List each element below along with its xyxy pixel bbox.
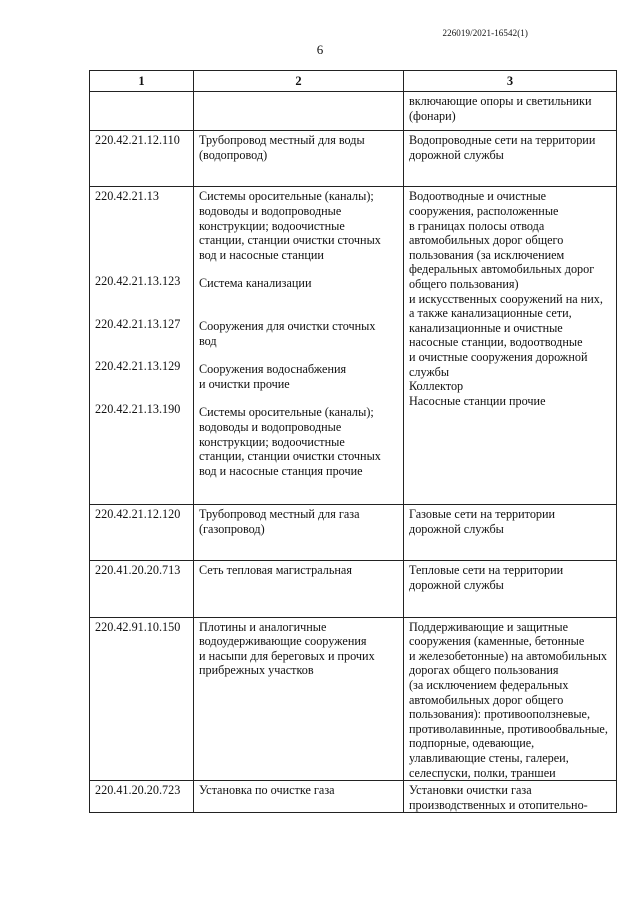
okof-name-cell xyxy=(194,617,404,781)
code-cell xyxy=(90,781,194,813)
page-number: 6 xyxy=(316,42,324,57)
okof-code: 220.41.20.20.723 xyxy=(95,783,181,798)
cell-line: станции, станции очистки сточных xyxy=(199,233,381,248)
cell-line: автомобильных дорог общего xyxy=(409,692,564,707)
cell-line: а также канализационные сети, xyxy=(409,306,572,321)
cell-line: и насыпи для береговых и прочих xyxy=(199,648,375,663)
cell-line: сооружения, расположенные xyxy=(409,203,559,218)
cell-line: в границах полосы отвода xyxy=(409,218,545,233)
code-cell xyxy=(90,131,194,187)
okof-code: 220.42.21.13 xyxy=(95,189,159,204)
code-cell xyxy=(90,561,194,617)
table-row xyxy=(90,781,617,813)
cell-line: противолавинные, противообвальные, xyxy=(409,721,608,736)
cell-line: сооружения (каменные, бетонные xyxy=(409,634,585,649)
object-type-cell xyxy=(404,617,617,781)
cell-line: станции, станции очистки сточных xyxy=(199,449,381,464)
okof-code: 220.42.21.13.127 xyxy=(95,316,181,331)
cell-line: конструкции; водоочистные xyxy=(199,218,345,233)
cell-line: вод и насосные станции xyxy=(199,247,324,262)
cell-line: вод xyxy=(199,333,217,348)
cell-line: прибрежных участков xyxy=(199,663,314,678)
cell-line: Сооружения водоснабжения xyxy=(199,362,347,377)
okof-code: 220.42.21.13.129 xyxy=(95,359,181,374)
column-header-2: 2 xyxy=(194,71,404,92)
cell-line: дорожной службы xyxy=(409,521,504,536)
code-cell xyxy=(90,617,194,781)
cell-line: Трубопровод местный для газа xyxy=(199,507,360,522)
cell-line: (газопровод) xyxy=(199,521,265,536)
okof-name-cell xyxy=(194,187,404,505)
cell-line: улавливающие стены, галереи, xyxy=(409,751,569,765)
okof-code: 220.41.20.20.713 xyxy=(95,563,181,578)
table-row xyxy=(90,505,617,561)
table-row xyxy=(90,131,617,187)
table-row xyxy=(90,92,617,131)
object-type-cell xyxy=(404,131,617,187)
cell-line: Сооружения для очистки сточных xyxy=(199,318,376,333)
cell-line: Установка по очистке газа xyxy=(199,783,335,798)
cell-line: пользования (за исключением xyxy=(409,247,565,262)
cell-line: дорожной службы xyxy=(409,147,504,162)
cell-line: и очистки прочие xyxy=(199,376,290,391)
column-header-1: 1 xyxy=(90,71,194,92)
cell-line: селеспуски, полки, траншеи xyxy=(409,765,556,780)
cell-line: подпорные, одевающие, xyxy=(409,736,535,751)
code-cell xyxy=(90,92,194,131)
cell-line: Водопроводные сети на территории xyxy=(409,133,596,148)
object-type-cell xyxy=(404,505,617,561)
cell-line: и очистные сооружения дорожной xyxy=(409,349,588,364)
okof-code: 220.42.21.13.123 xyxy=(95,273,181,288)
cell-line: Водоотводные и очистные xyxy=(409,189,547,204)
code-cell xyxy=(90,505,194,561)
okof-code: 220.42.91.10.150 xyxy=(95,619,181,634)
cell-line: дорогах общего пользования xyxy=(409,663,559,678)
object-type-cell xyxy=(404,187,617,505)
cell-line: Системы оросительные (каналы); xyxy=(199,189,374,204)
cell-line: Система канализации xyxy=(199,276,312,291)
column-header-3: 3 xyxy=(404,71,617,92)
cell-line: и искусственных сооружений на них, xyxy=(409,291,603,306)
classification-table xyxy=(89,70,617,813)
cell-line: автомобильных дорог общего xyxy=(409,233,564,248)
okof-name-cell xyxy=(194,561,404,617)
okof-code: 220.42.21.13.190 xyxy=(95,401,181,416)
cell-line: Коллектор xyxy=(409,379,464,394)
cell-line: федеральных автомобильных дорог xyxy=(409,262,595,277)
cell-line: (за исключением федеральных xyxy=(409,678,569,693)
cell-line: производственных и отопительно- xyxy=(409,797,588,812)
code-cell xyxy=(90,187,194,505)
cell-line: Трубопровод местный для воды xyxy=(199,133,365,148)
table-row xyxy=(90,187,617,505)
object-type-cell xyxy=(404,781,617,813)
cell-line: (фонари) xyxy=(409,108,456,123)
cell-line: конструкции; водоочистные xyxy=(199,434,345,449)
object-type-cell xyxy=(404,92,617,131)
table-row xyxy=(90,561,617,617)
cell-line: Поддерживающие и защитные xyxy=(409,619,569,634)
cell-line: общего пользования) xyxy=(409,276,519,291)
cell-line: вод и насосные станция прочие xyxy=(199,463,363,478)
cell-line: водоводы и водопроводные xyxy=(199,203,342,218)
okof-name-cell xyxy=(194,92,404,131)
cell-line: Тепловые сети на территории xyxy=(409,563,564,578)
okof-name-cell xyxy=(194,131,404,187)
okof-name-cell xyxy=(194,505,404,561)
cell-line: Насосные станции прочие xyxy=(409,393,546,408)
cell-line: Газовые сети на территории xyxy=(409,507,556,522)
cell-line: Плотины и аналогичные xyxy=(199,619,327,634)
table-header-row xyxy=(90,71,617,92)
document-registration-number: 226019/2021-16542(1) xyxy=(442,28,528,38)
cell-line: канализационные и очистные xyxy=(409,320,563,335)
cell-line: службы xyxy=(409,364,450,379)
okof-code: 220.42.21.12.120 xyxy=(95,507,181,522)
cell-line: пользования): противооползневые, xyxy=(409,707,591,722)
cell-line: включающие опоры и светильники xyxy=(409,94,592,108)
cell-line: Установки очистки газа xyxy=(409,783,532,798)
cell-line: Сеть тепловая магистральная xyxy=(199,563,352,578)
object-type-cell xyxy=(404,561,617,617)
okof-code: 220.42.21.12.110 xyxy=(95,133,180,148)
table-row xyxy=(90,617,617,781)
okof-name-cell xyxy=(194,781,404,813)
cell-line: Системы оросительные (каналы); xyxy=(199,405,374,420)
cell-line: водоудерживающие сооружения xyxy=(199,634,367,649)
cell-line: и железобетонные) на автомобильных xyxy=(409,648,608,663)
cell-line: насосные станции, водоотводные xyxy=(409,335,583,350)
cell-line: дорожной службы xyxy=(409,578,504,593)
cell-line: (водопровод) xyxy=(199,147,268,162)
cell-line: водоводы и водопроводные xyxy=(199,419,342,434)
